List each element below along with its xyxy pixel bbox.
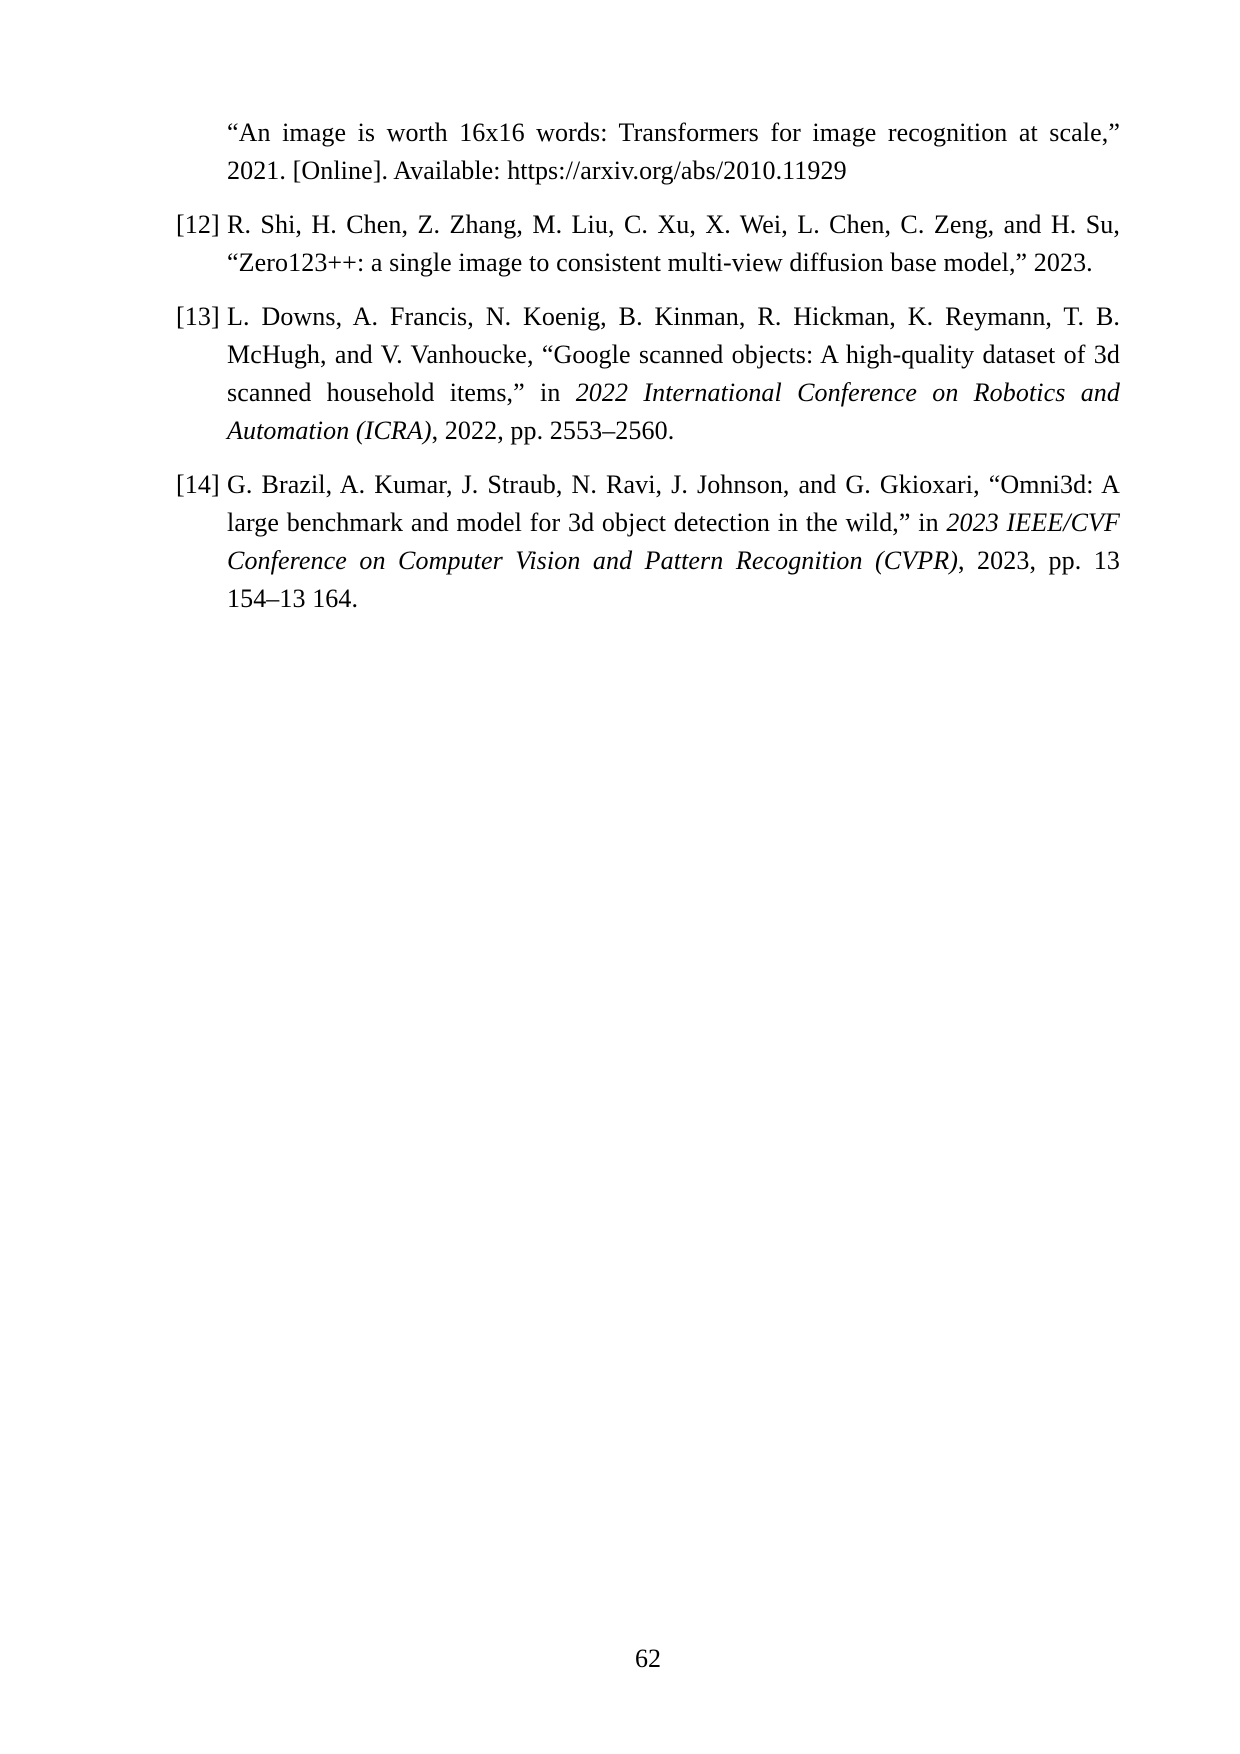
reference-text: L. Downs, A. Francis, N. Koenig, B. Kinman, R. Hickman, K. Reymann, T. B. McHugh, and V. Vanhoucke, “Google scanned objects: A high-quality dataset of 3d scanned household items,” in (227, 302, 1120, 407)
reference-text-after: , 2023, pp. 13 154–13 164. (227, 546, 1120, 613)
reference-label: [13] (176, 302, 220, 331)
references-list (176, 114, 1120, 634)
reference-label: [14] (176, 470, 220, 499)
reference-entry-14 (176, 466, 1120, 618)
page-number: 62 (635, 1644, 661, 1673)
reference-entry-11-continuation (176, 114, 1120, 190)
reference-venue: 2023 IEEE/CVF Conference on Computer Vision and Pattern Recognition (CVPR) (227, 508, 1120, 575)
reference-text: “An image is worth 16x16 words: Transformers for image recognition at scale,” 2021. [Online]. Available: https://arxiv.org/abs/2010.11929 (227, 118, 1120, 185)
reference-text: R. Shi, H. Chen, Z. Zhang, M. Liu, C. Xu, X. Wei, L. Chen, C. Zeng, and H. Su, “Zero123++: a single image to consistent multi-view diffusion base model,” 2023. (227, 210, 1120, 277)
reference-label: [12] (176, 210, 220, 239)
reference-text-after: , 2022, pp. 2553–2560. (431, 416, 675, 445)
reference-entry-12 (176, 206, 1120, 282)
reference-entry-13 (176, 298, 1120, 450)
reference-text: G. Brazil, A. Kumar, J. Straub, N. Ravi, J. Johnson, and G. Gkioxari, “Omni3d: A large benchmark and model for 3d object detection in the wild,” in (227, 470, 1120, 537)
reference-venue: 2022 International Conference on Robotics and Automation (ICRA) (227, 378, 1121, 445)
